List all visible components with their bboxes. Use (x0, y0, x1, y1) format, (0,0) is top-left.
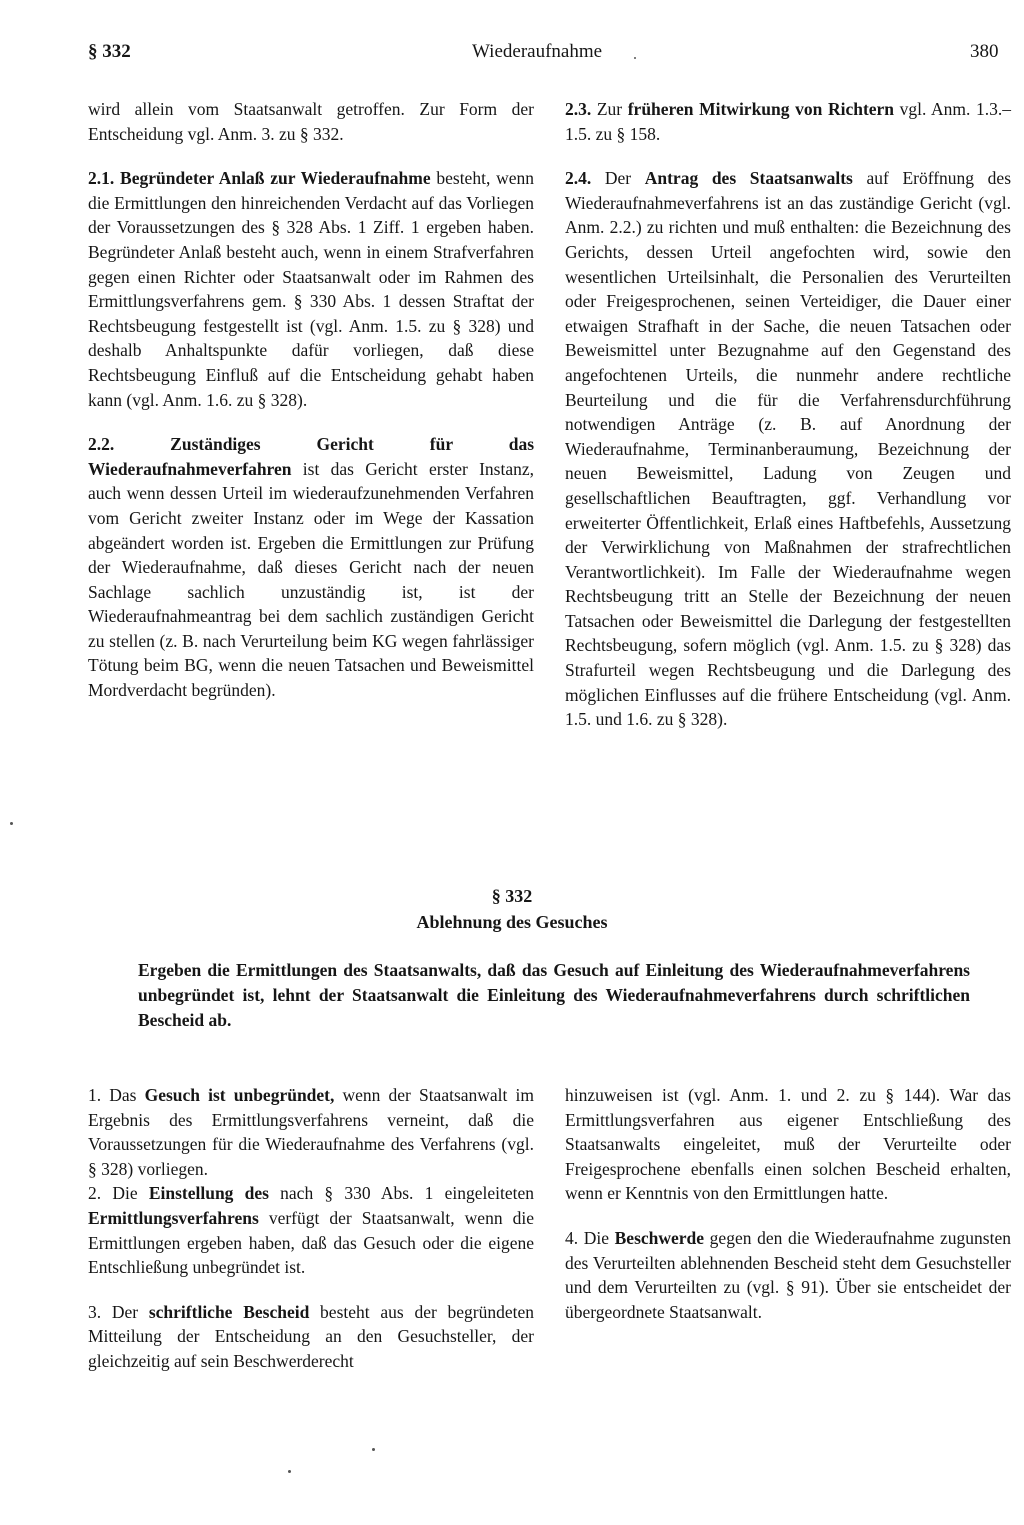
paragraph-prefix: Zur (591, 99, 628, 119)
paragraph-2-2 (88, 432, 534, 703)
scan-speck (10, 822, 13, 825)
paragraph-2-1 (88, 166, 534, 412)
right-column-top (565, 97, 1011, 732)
note-1 (88, 1083, 534, 1181)
running-head-title: Wiederaufnahme (472, 41, 603, 62)
note-text: wenn der Staatsanwalt im Ergebnis des Ermittlungsverfahrens verneint, daß die Voraussetzungen für die Wiederaufnahme des Verfahrens (vgl. § 328) vorliegen. (88, 1085, 534, 1179)
paragraph-number: 2.1. (88, 168, 115, 189)
note-3-continuation: hinzuweisen ist (vgl. Anm. 1. und 2. zu § 144). War das Ermittlungsverfahren aus eigener Entschließung des Staatsanwalts eingeleitet, muß der Verurteilte oder Freigesprochene ebenfalls einen solchen Bescheid erhalten, wenn er Kenntnis von den Ermittlungen hatte. (565, 1085, 1011, 1204)
note-keyword: Ermittlungsverfahrens (88, 1207, 259, 1228)
paragraph-2-3 (565, 97, 1011, 146)
paragraph-keyword: Begründeter Anlaß zur Wiederaufnahme (120, 168, 431, 189)
note-prefix: 2. Die (88, 1183, 149, 1204)
note-4 (565, 1226, 1011, 1324)
paragraph-text: besteht, wenn die Ermittlungen den hinreichenden Verdacht auf das Vorliegen der Voraussetzungen des § 328 Abs. 1 Ziff. 1 ergeben haben. Begründeter Anlaß besteht auch, wenn in einem Strafverfahren gegen einen Richter oder Staatsanwalt oder im Rahmen des Ermittlungsverfahrens gem. § 330 Abs. 1 dessen Straftat der Rechtsbeugung festgestellt ist (vgl. Anm. 1.5. zu § 328) und deshalb Anhaltspunkte dafür vorliegen, daß diese Rechtsbeugung Einfluß auf die Entscheidung gehabt haben kann (vgl. Anm. 1.6. zu § 328). (88, 168, 534, 410)
note-text: gegen den die Wiederaufnahme zugunsten des Verurteilten ablehnenden Bescheid steht dem Gesuchsteller und dem Verurteilten zu (vgl. § 91). Über sie entscheidet der übergeordnete Staatsanwalt. (565, 1227, 1011, 1322)
scan-speck (372, 1448, 375, 1451)
section-title: Ablehnung des Gesuches (416, 912, 608, 932)
section-number: § 332 (491, 886, 533, 906)
paragraph-text: vgl. Anm. 1.3.–1.5. zu § 158. (565, 99, 1011, 144)
note-prefix: 4. Die (565, 1227, 615, 1248)
statute-text: Ergeben die Ermittlungen des Staatsanwalts, daß das Gesuch auf Einleitung des Wiederaufnahmeverfahrens unbegründet ist, lehnt der Staatsanwalt die Einleitung des Wiederaufnahmeverfahrens durch schriftlichen Bescheid ab. (138, 960, 970, 1030)
paragraph-number: 2.4. (565, 168, 592, 189)
note-keyword: Gesuch ist unbegründet, (144, 1085, 335, 1105)
paragraph-text: auf Eröffnung des Wiederaufnahmeverfahrens ist an das zuständige Gericht (vgl. Anm. 2.2.) zu richten und muß enthalten: die Bezeichnung des Gerichts, dessen Urteil angefochten wird, sowie den wesentlichen Urteilsinhalt, die Personalien des Verurteilten oder Freigesprochenen, seinen Verteidiger, die Dauer einer etwaigen Strafhaft in der Sache, die neuen Tatsachen oder Beweismittel unter Bezugnahme auf den Gegenstand des angefochtenen Urteils, die nunmehr andere rechtliche Beurteilung und die für die Verfahrensdurchführung notwendigen Anträge (z. B. auf Anordnung der Wiederaufnahme, Terminanberaumung, Bezeichnung der neuen Beweismittel, Ladung von Zeugen und gesellschaftlichen Beauftragten, ggf. Verhandlung vor erweiterter Öffentlichkeit, Erlaß eines Haftbefehls, Aussetzung der Verwirklichung von Maßnahmen der strafrechtlichen Verantwortlichkeit). Im Falle der Wiederaufnahme wegen Rechtsbeugung tritt an Stelle der Bezeichnung der neuen Tatsachen oder Beweismittel die Darlegung der festgestellten Rechtsbeugung, sofern möglich (vgl. Anm. 1.5. zu § 328) das Strafurteil wegen Rechtsbeugung und die Darlegung des möglichen Einflusses auf die frühere Entscheidung (vgl. Anm. 1.5. und 1.6. zu § 328). (565, 168, 1011, 730)
paragraph-prefix: Der (591, 168, 645, 189)
paragraph-keyword: Zuständiges Gericht für das Wiederaufnahmeverfahren (88, 434, 535, 479)
note-text: nach § 330 Abs. 1 eingeleiteten (268, 1183, 534, 1204)
paragraph-number: 2.2. (88, 434, 115, 455)
note-keyword: Beschwerde (614, 1227, 705, 1248)
paragraph-keyword: früheren Mitwirkung von Richtern (627, 99, 895, 119)
note-2 (88, 1181, 534, 1279)
note-3 (88, 1300, 534, 1374)
note-keyword: Einstellung des (148, 1183, 269, 1204)
paragraph-continuation: wird allein vom Staatsanwalt getroffen. Zur Form der Entscheidung vgl. Anm. 3. zu § 332. (88, 99, 534, 144)
running-head-section: § 332 (88, 41, 131, 62)
note-prefix: 1. Das (88, 1085, 145, 1105)
paragraph-keyword: Antrag des Staatsanwalts (644, 168, 853, 189)
left-column-top (88, 97, 534, 703)
note-keyword: schriftliche Bescheid (148, 1301, 310, 1322)
scan-speck (634, 57, 636, 59)
paragraph-2-4 (565, 166, 1011, 732)
paragraph-text: ist das Gericht erster Instanz, auch wenn dessen Urteil im wiederaufzunehmenden Verfahren vom Gericht zweiter Instanz oder im Wege der Kassation abgeändert worden ist. Ergeben die Ermittlungen zur Prüfung der Wiederaufnahme, daß dieses Gericht nach der neuen Sachlage sachlich unzuständig ist, ist der Wiederaufnahmeantrag bei dem sachlich zuständigen Gericht zu stellen (z. B. nach Verurteilung beim KG wegen fahrlässiger Tötung beim BG, wenn die neuen Tatsachen und Beweismittel Mordverdacht begründen). (88, 458, 534, 701)
page-number: 380 (970, 41, 999, 62)
scan-speck (288, 1470, 291, 1473)
paragraph-number: 2.3. (565, 99, 592, 119)
right-column-bottom (565, 1083, 1011, 1324)
left-column-bottom (88, 1083, 534, 1374)
note-prefix: 3. Der (88, 1301, 149, 1322)
note-text: besteht aus der begründeten Mitteilung der Entscheidung an den Gesuchsteller, der gleichzeitig auf sein Beschwerderecht (88, 1301, 535, 1371)
note-text: verfügt der Staatsanwalt, wenn die Ermittlungen ergeben haben, daß das Gesuch oder die eigene Entschließung unbegründet ist. (88, 1207, 534, 1278)
